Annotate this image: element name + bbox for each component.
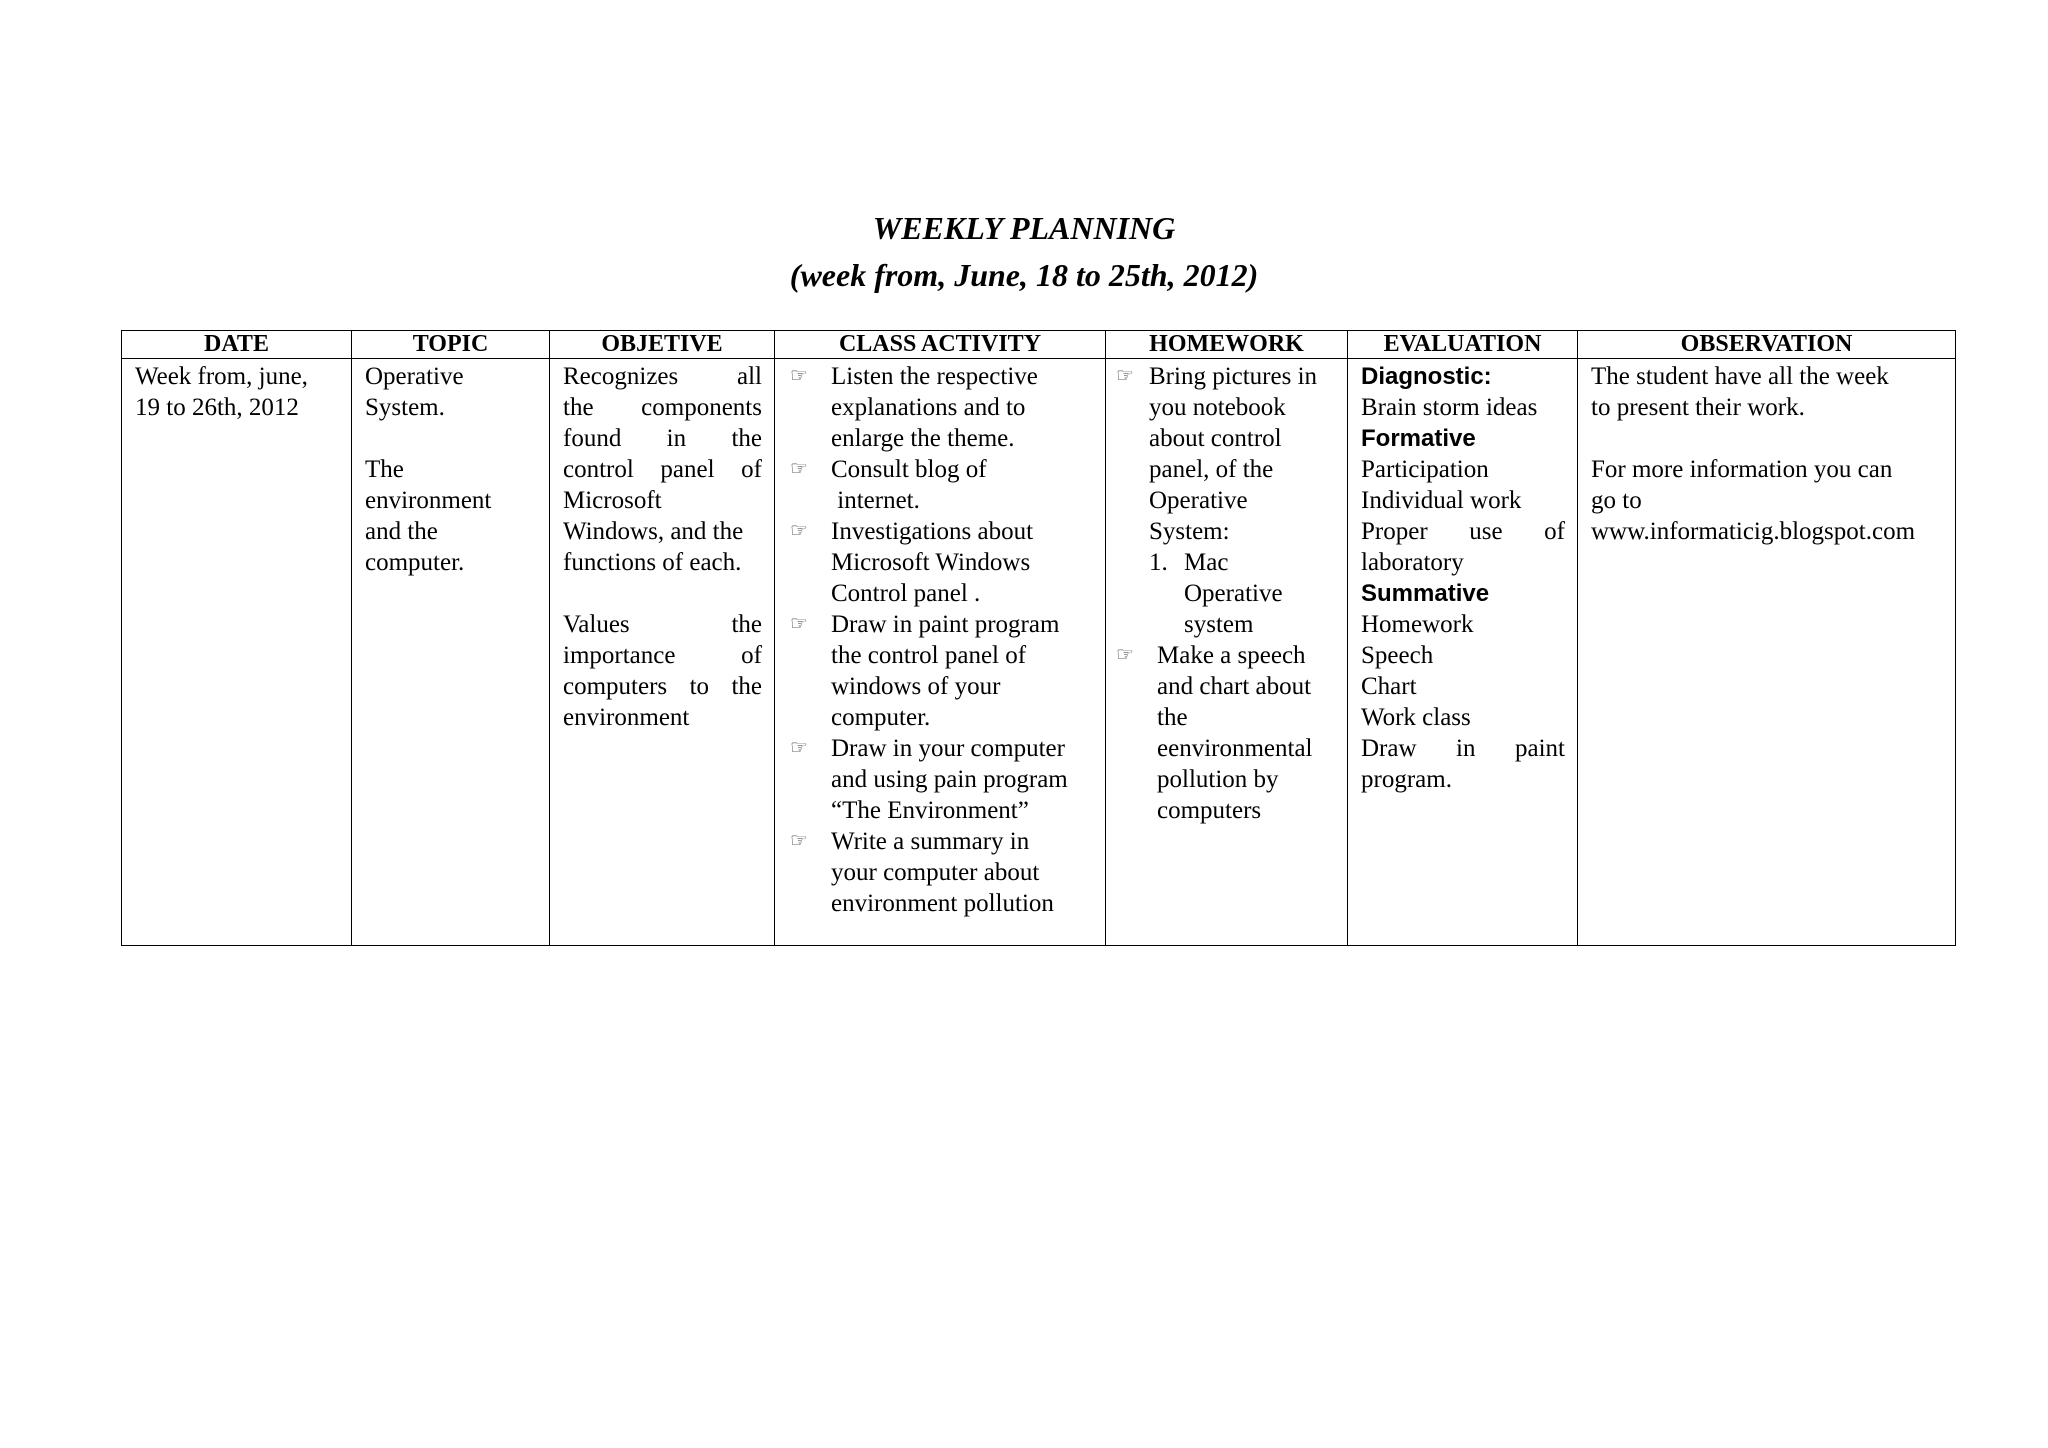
objective-line: Recognizes all bbox=[563, 363, 762, 390]
list-item bbox=[1114, 361, 1339, 640]
homework-line: computers bbox=[1157, 797, 1262, 824]
activity-line: your computer about bbox=[831, 859, 1040, 886]
objective-line: Windows, and the bbox=[563, 518, 744, 545]
evaluation-line: Brain storm ideas bbox=[1361, 394, 1538, 421]
objective-line: the components bbox=[563, 394, 762, 421]
homework-line: panel, of the bbox=[1149, 456, 1274, 483]
pointing-hand-icon: ☞ bbox=[790, 737, 808, 759]
topic-line: and the bbox=[365, 518, 438, 545]
homework-line: you notebook bbox=[1149, 394, 1286, 421]
pointing-hand-icon: ☞ bbox=[790, 365, 808, 387]
objective-line: control panel of bbox=[563, 456, 762, 483]
activity-line: Draw in paint program bbox=[831, 611, 1060, 638]
activity-line: explanations and to bbox=[831, 394, 1026, 421]
evaluation-line: Work class bbox=[1361, 704, 1471, 731]
homework-line: Operative bbox=[1184, 580, 1283, 607]
header-topic: TOPIC bbox=[352, 331, 550, 359]
pointing-hand-icon: ☞ bbox=[790, 520, 808, 542]
page-subtitle: (week from, June, 18 to 25th, 2012) bbox=[789, 257, 1259, 293]
page-title: WEEKLY PLANNING bbox=[872, 210, 1176, 246]
numbered-item bbox=[1149, 547, 1339, 640]
evaluation-line: laboratory bbox=[1361, 549, 1464, 576]
observation-line: For more information you can bbox=[1591, 456, 1893, 483]
activity-line: and using pain program bbox=[831, 766, 1068, 793]
evaluation-line: Participation bbox=[1361, 456, 1489, 483]
homework-line: and chart about bbox=[1157, 673, 1312, 700]
activity-line: Draw in your computer bbox=[831, 735, 1065, 762]
homework-line: Make a speech bbox=[1157, 642, 1306, 669]
evaluation-heading: Summative bbox=[1361, 580, 1490, 607]
homework-line: Bring pictures in bbox=[1149, 363, 1318, 390]
cell-homework bbox=[1106, 359, 1348, 946]
activity-list bbox=[788, 361, 1093, 919]
header-observation: OBSERVATION bbox=[1578, 331, 1956, 359]
list-item bbox=[788, 516, 1093, 609]
objective-line: Values the bbox=[563, 611, 762, 638]
planning-table bbox=[121, 330, 1956, 946]
pointing-hand-icon: ☞ bbox=[1116, 644, 1134, 666]
list-item bbox=[788, 609, 1093, 733]
evaluation-heading: Formative bbox=[1361, 425, 1476, 452]
date-line: 19 to 26th, 2012 bbox=[135, 394, 299, 421]
topic-line: environment bbox=[365, 487, 492, 514]
evaluation-heading: Diagnostic: bbox=[1361, 363, 1492, 390]
cell-date bbox=[122, 359, 352, 946]
activity-line: Investigations about bbox=[831, 518, 1034, 545]
table-row bbox=[122, 359, 1956, 946]
homework-line: Mac bbox=[1184, 549, 1229, 576]
activity-line: computer. bbox=[831, 704, 931, 731]
activity-line: Write a summary in bbox=[831, 828, 1030, 855]
evaluation-line: Individual work bbox=[1361, 487, 1522, 514]
activity-line: enlarge the theme. bbox=[831, 425, 1015, 452]
objective-line: environment bbox=[563, 704, 690, 731]
cell-evaluation bbox=[1348, 359, 1578, 946]
evaluation-line: program. bbox=[1361, 766, 1452, 793]
homework-line: about control bbox=[1149, 425, 1282, 452]
list-item bbox=[1114, 640, 1339, 826]
header-homework: HOMEWORK bbox=[1106, 331, 1348, 359]
list-item bbox=[788, 454, 1093, 516]
activity-line: windows of your bbox=[831, 673, 1001, 700]
pointing-hand-icon: ☞ bbox=[790, 458, 808, 480]
objective-line: Microsoft bbox=[563, 487, 662, 514]
observation-line: to present their work. bbox=[1591, 394, 1805, 421]
homework-line: system bbox=[1184, 611, 1254, 638]
activity-line: Listen the respective bbox=[831, 363, 1038, 390]
objective-line: found in the bbox=[563, 425, 762, 452]
activity-line: Consult blog of bbox=[831, 456, 987, 483]
header-objective: OBJETIVE bbox=[550, 331, 775, 359]
topic-line: The bbox=[365, 456, 404, 483]
activity-line: the control panel of bbox=[831, 642, 1027, 669]
activity-line: Control panel . bbox=[831, 580, 981, 607]
evaluation-line: Chart bbox=[1361, 673, 1417, 700]
list-item bbox=[788, 733, 1093, 826]
activity-line: internet. bbox=[831, 487, 920, 514]
topic-line: Operative bbox=[365, 363, 464, 390]
pointing-hand-icon: ☞ bbox=[790, 830, 808, 852]
objective-line: functions of each. bbox=[563, 549, 742, 576]
number-marker: 1. bbox=[1149, 549, 1168, 576]
observation-line: go to bbox=[1591, 487, 1642, 514]
cell-observation bbox=[1578, 359, 1956, 946]
cell-topic bbox=[352, 359, 550, 946]
activity-line: Microsoft Windows bbox=[831, 549, 1031, 576]
evaluation-line: Speech bbox=[1361, 642, 1434, 669]
evaluation-line: Draw in paint bbox=[1361, 735, 1565, 762]
header-class-activity: CLASS ACTIVITY bbox=[775, 331, 1106, 359]
homework-line: the bbox=[1157, 704, 1188, 731]
date-line: Week from, june, bbox=[135, 363, 308, 390]
table-header-row bbox=[122, 331, 1956, 359]
objective-line: computers to the bbox=[563, 673, 762, 700]
cell-class-activity bbox=[775, 359, 1106, 946]
evaluation-line: Proper use of bbox=[1361, 518, 1565, 545]
pointing-hand-icon: ☞ bbox=[790, 613, 808, 635]
evaluation-line: Homework bbox=[1361, 611, 1474, 638]
list-item bbox=[788, 361, 1093, 454]
homework-line: System: bbox=[1149, 518, 1230, 545]
cell-objective bbox=[550, 359, 775, 946]
homework-line: pollution by bbox=[1157, 766, 1279, 793]
objective-line: importance of bbox=[563, 642, 762, 669]
activity-line: environment pollution bbox=[831, 890, 1054, 917]
homework-line: eenvironmental bbox=[1157, 735, 1313, 762]
topic-line: computer. bbox=[365, 549, 465, 576]
pointing-hand-icon: ☞ bbox=[1116, 365, 1134, 387]
header-evaluation: EVALUATION bbox=[1348, 331, 1578, 359]
topic-line: System. bbox=[365, 394, 445, 421]
activity-line: “The Environment” bbox=[831, 797, 1029, 824]
observation-link[interactable]: www.informaticig.blogspot.com bbox=[1591, 518, 1916, 545]
homework-line: Operative bbox=[1149, 487, 1248, 514]
observation-line: The student have all the week bbox=[1591, 363, 1889, 390]
list-item bbox=[788, 826, 1093, 919]
header-date: DATE bbox=[122, 331, 352, 359]
